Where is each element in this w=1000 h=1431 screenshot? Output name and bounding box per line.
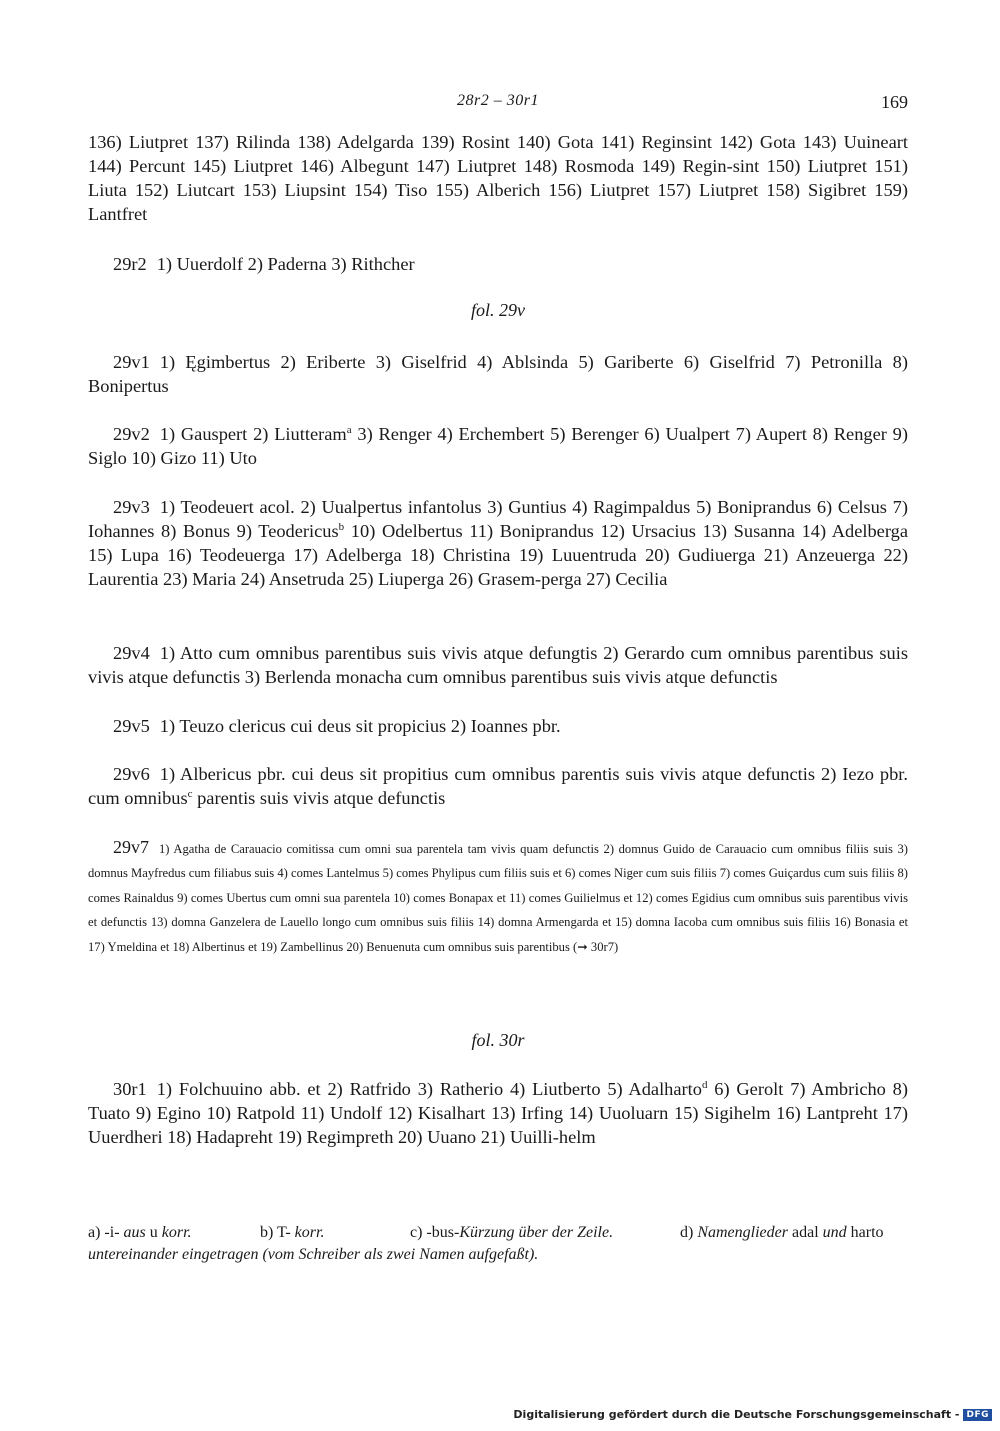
entry-text: 1) Albericus pbr. cui deus sit propitius cum omnibus parentis suis vivis atque defunctis 2) Iezo pbr. cum omnibus: [88, 764, 908, 808]
footnote-d-continued: untereinander eingetragen (vom Schreiber als zwei Namen aufgefaßt).: [88, 1246, 539, 1263]
entry-29v4: [88, 641, 908, 689]
entry-siglum: 29v4: [113, 643, 150, 663]
entry-text: 1) Agatha de Carauacio comitissa cum omni sua parentela tam vivis quam defunctis 2) domnus Guido de Carauacio cum omnibus filiis suis 3) domnus Mayfredus cum filiabus suis 4) comes Lantelmus 5) comes Phylipus cum filiis suis et 6) comes Niger cum suis filiis 7) comes Guiçardus cum suis filiis 8) comes Rainaldus 9) comes Ubertus cum omni sua parentela 10) comes Bonapax et 11) comes Guilielmus et 12) comes Egidius cum omnibus suis parentibus vivis et defunctis 13) domna Ganzelera de Lauello longo cum omnibus suis filiis 14) domna Armengarda et 15) domna Iacoba cum omnibus suis filiis 16) Bonasia et 17) Ymeldina et 18) Albertinus et 19) Zambellinus 20) Benuenuta cum omnibus suis parentibus (➞ 30r7): [88, 842, 908, 954]
running-head: [88, 92, 908, 116]
entry-siglum: 29v7: [113, 837, 149, 857]
footnote-c: [410, 1222, 613, 1244]
footnote-a-italic-2: korr.: [161, 1224, 192, 1241]
entry-siglum: 29v5: [113, 716, 150, 736]
footnote-marker-c: c: [187, 787, 193, 800]
running-title: 28r2 – 30r1: [457, 92, 539, 109]
footnote-a: [88, 1222, 192, 1244]
footnote-b: [260, 1222, 324, 1244]
entry-siglum: 29r2: [113, 254, 147, 274]
entry-text-continued: 3) Renger 4) Erchembert 5) Berenger 6) Uualpert 7) Aupert 8) Renger 9) Siglo 10) Gizo 11) Uto: [88, 424, 908, 468]
footnote-d: [680, 1222, 908, 1244]
entry-29v6: [88, 762, 908, 810]
credit-text: Digitalisierung gefördert durch die Deutsche Forschungsgemeinschaft -: [513, 1408, 960, 1421]
footnote-marker-d: d: [701, 1078, 708, 1091]
footnote-b-italic: korr.: [294, 1224, 325, 1241]
footnote-b-label: b) T-: [260, 1224, 291, 1241]
entry-29v3: [88, 495, 908, 591]
entry-30r1: [88, 1077, 908, 1149]
folio-heading-29v: fol. 29v: [471, 300, 525, 320]
footnote-c-italic: Kürzung über der Zeile.: [459, 1224, 614, 1241]
footnote-marker-b: b: [338, 520, 345, 533]
entry-siglum: 30r1: [113, 1079, 147, 1099]
entry-text-continued: 6) Gerolt 7) Ambricho 8) Tuato 9) Egino 10) Ratpold 11) Undolf 12) Kisalhart 13) Irfing 14) Uuoluarn 15) Sigihelm 16) Lantpreht 17) Uuerdheri 18) Hadapreht 19) Regimpreth 20) Uuano 21) Uuilli-helm: [88, 1079, 908, 1147]
entry-text: 1) Ęgimbertus 2) Eriberte 3) Giselfrid 4) Ablsinda 5) Gariberte 6) Giselfrid 7) Petronilla 8) Bonipertus: [88, 352, 908, 396]
dfg-logo: DFG: [963, 1409, 992, 1421]
entry-text: 1) Uuerdolf 2) Paderna 3) Rithcher: [156, 254, 415, 274]
footnote-d-text-2: harto: [850, 1224, 884, 1241]
entry-text: 1) Gauspert 2) Liutteram: [159, 424, 347, 444]
footnote-a-italic: aus: [123, 1224, 146, 1241]
entry-siglum: 29v6: [113, 764, 150, 784]
page-number: 169: [881, 92, 908, 112]
entry-text: 1) Teuzo clericus cui deus sit propicius 2) Ioannes pbr.: [159, 716, 561, 736]
entry-29v1: [88, 350, 908, 398]
entry-siglum: 29v1: [113, 352, 150, 372]
footnote-d-italic: Namenglieder: [697, 1224, 788, 1241]
entry-29r2: [88, 252, 908, 276]
entry-text-continued: 10) Odelbertus 11) Boniprandus 12) Ursacius 13) Susanna 14) Adelberga 15) Lupa 16) Teodeuerga 17) Adelberga 18) Christina 19) Luuentruda 20) Gudiuerga 21) Anzeuerga 22) Laurentia 23) Maria 24) Ansetruda 25) Liuperga 26) Grasem-perga 27) Cecilia: [88, 521, 908, 589]
footnote-marker-a: a: [346, 423, 352, 436]
footnote-d-label: d): [680, 1224, 694, 1241]
entry-29v2: [88, 422, 908, 470]
footnote-d-italic-2: und: [822, 1224, 847, 1241]
digitization-credit: [513, 1408, 992, 1421]
footnote-a-text: u: [149, 1224, 158, 1241]
footnote-c-label: c) -bus-: [410, 1224, 460, 1241]
entry-text: 1) Atto cum omnibus parentibus suis vivis atque defungtis 2) Gerardo cum omnibus parentibus suis vivis atque defunctis 3) Berlenda monacha cum omnibus parentibus suis vivis atque defunctis: [88, 643, 908, 687]
name-list-continued: [88, 130, 908, 226]
folio-heading-30r: fol. 30r: [471, 1030, 525, 1050]
entry-text: 1) Folchuuino abb. et 2) Ratfrido 3) Ratherio 4) Liutberto 5) Adalharto: [156, 1079, 702, 1099]
entry-text: 1) Teodeuert acol. 2) Uualpertus infantolus 3) Guntius 4) Ragimpaldus 5) Boniprandus 6) Celsus 7) Iohannes 8) Bonus 9) Teodericus: [88, 497, 908, 541]
entry-siglum: 29v3: [113, 497, 150, 517]
entry-29v7: [88, 835, 908, 959]
entry-text-continued: parentis suis vivis atque defunctis: [192, 788, 446, 808]
footnote-d-text: adal: [791, 1224, 819, 1241]
footnote-a-label: a) -i-: [88, 1224, 120, 1241]
entry-siglum: 29v2: [113, 424, 150, 444]
name-list-text: 136) Liutpret 137) Rilinda 138) Adelgarda 139) Rosint 140) Gota 141) Reginsint 142) Gota 143) Uuineart 144) Percunt 145) Liutpret 146) Albegunt 147) Liutpret 148) Rosmoda 149) Regin-sint 150) Liutpret 151) Liuta 152) Liutcart 153) Liupsint 154) Tiso 155) Alberich 156) Liutpret 157) Liutpret 158) Sigibret 159) Lantfret: [88, 132, 908, 224]
entry-29v5: [88, 714, 908, 738]
